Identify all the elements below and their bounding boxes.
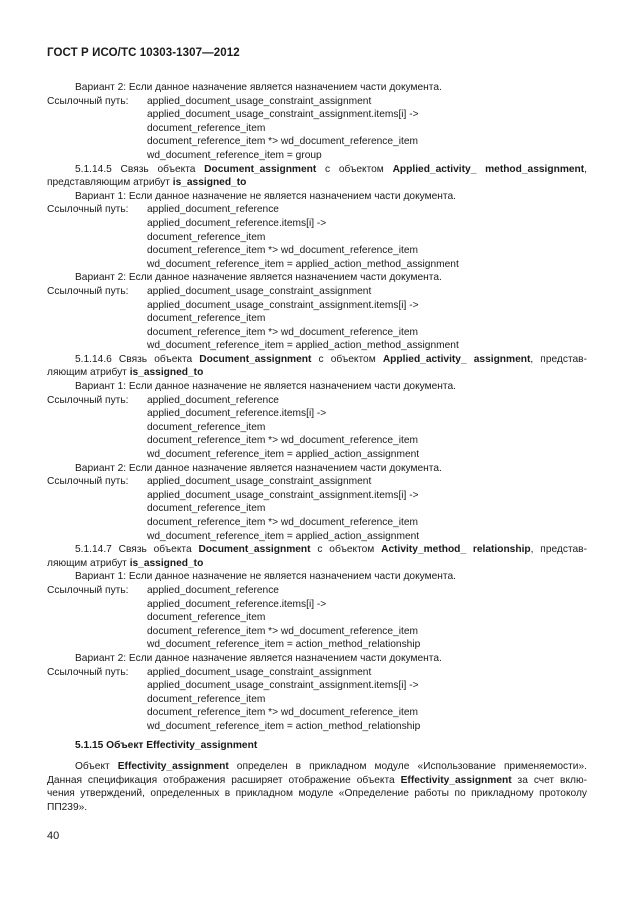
reference-path-value: document_reference_item (147, 421, 266, 433)
paragraph-line: ПП239». (47, 801, 88, 813)
reference-path-label: Ссылочный путь: (47, 204, 129, 216)
reference-path-label (47, 135, 147, 149)
document-body (47, 81, 587, 814)
reference-path-label (47, 706, 147, 720)
reference-path-row (47, 203, 587, 217)
reference-path-row (47, 502, 587, 516)
reference-path-row (47, 720, 587, 734)
reference-path-label (47, 693, 147, 707)
clause-text: с объектом (311, 353, 383, 365)
reference-path-value: applied_document_reference.items[i] -> (147, 598, 327, 610)
reference-path-label (47, 638, 147, 652)
reference-path-label: Ссылочный путь: (47, 285, 129, 297)
reference-path-row (47, 489, 587, 503)
clause-text: ляющим атрибут (47, 557, 130, 569)
reference-path-value: wd_document_reference_item = applied_action_method_assignment (147, 340, 459, 352)
reference-path-row (47, 217, 587, 231)
variant-line: Вариант 1: Если данное назначение не является назначением части документа. (75, 190, 456, 202)
reference-path-value: applied_document_usage_constraint_assignment.items[i] -> (147, 489, 419, 501)
clause-text: с объектом (316, 163, 393, 175)
reference-path-row (47, 584, 587, 598)
reference-path-label: Ссылочный путь: (47, 476, 129, 488)
variant-line: Вариант 2: Если данное назначение является назначением части документа. (75, 462, 442, 474)
reference-path-row (47, 598, 587, 612)
reference-path-value: document_reference_item *> wd_document_reference_item (147, 625, 418, 637)
paragraph-line (47, 760, 587, 774)
reference-path-value: wd_document_reference_item = action_method_relationship (147, 639, 421, 651)
reference-path-row (47, 666, 587, 680)
clause-continuation (47, 557, 587, 571)
reference-path-row (47, 149, 587, 163)
reference-path-row (47, 706, 587, 720)
variant-line: Вариант 1: Если данное назначение не является назначением части документа. (75, 381, 456, 393)
reference-path-value: applied_document_reference (147, 584, 279, 596)
reference-path-row (47, 299, 587, 313)
reference-path-value: applied_document_usage_constraint_assignment (147, 95, 372, 107)
clause-object: Document_assignment (204, 163, 317, 175)
reference-path-label (47, 598, 147, 612)
reference-path-value: document_reference_item *> wd_document_reference_item (147, 707, 418, 719)
paragraph-line: чения утверждений, определенных в прикладном модуле «Определение работы по прикладному протоколу (47, 788, 587, 800)
paragraph-text: Данная спецификация отображения расширяет отображение объекта (47, 774, 401, 786)
clause-heading (47, 163, 587, 177)
reference-path-value: applied_document_usage_constraint_assignment.items[i] -> (147, 680, 419, 692)
clause-text: , представ- (530, 544, 587, 556)
reference-path-label: Ссылочный путь: (47, 95, 129, 107)
reference-path-row (47, 475, 587, 489)
reference-path-value: document_reference_item (147, 313, 266, 325)
clause-text: ляющим атрибут (47, 367, 130, 379)
reference-path-row (47, 679, 587, 693)
reference-path-row (47, 434, 587, 448)
reference-path-label (47, 299, 147, 313)
clause-text: , представ- (530, 353, 587, 365)
reference-path-row (47, 530, 587, 544)
reference-path-label: Ссылочный путь: (47, 394, 129, 406)
clause-heading (47, 353, 587, 367)
clause-target: Applied_activity_ method_assignment (392, 163, 585, 175)
reference-path-value: wd_document_reference_item = group (147, 149, 322, 161)
reference-path-value: wd_document_reference_item = action_method_relationship (147, 720, 421, 732)
reference-path-label (47, 502, 147, 516)
section-title: 5.1.15 Объект Effectivity_assignment (75, 739, 258, 751)
reference-path-value: document_reference_item (147, 122, 266, 134)
reference-path-label (47, 122, 147, 136)
reference-path-value: applied_document_usage_constraint_assignment (147, 476, 372, 488)
clause-text: представляющим атрибут (47, 177, 173, 189)
reference-path-row (47, 244, 587, 258)
clause-target: Activity_method_ relationship (381, 544, 531, 556)
reference-path-label (47, 108, 147, 122)
reference-path-value: applied_document_usage_constraint_assignment (147, 285, 372, 297)
paragraph-object: Effectivity_assignment (400, 774, 512, 786)
clause-attribute: is_assigned_to (172, 177, 247, 189)
reference-path-row (47, 95, 587, 109)
reference-path-value: document_reference_item *> wd_document_reference_item (147, 245, 418, 257)
reference-path-value: document_reference_item (147, 693, 266, 705)
reference-path-value: document_reference_item (147, 231, 266, 243)
paragraph-text: определен в прикладном модуле «Использование применяемости». (228, 761, 587, 773)
reference-path-label (47, 679, 147, 693)
reference-path-row (47, 122, 587, 136)
reference-path-row (47, 421, 587, 435)
document-header: ГОСТ Р ИСО/ТС 10303-1307—2012 (47, 47, 240, 59)
reference-path-row (47, 339, 587, 353)
variant-line: Вариант 2: Если данное назначение является назначением части документа. (75, 272, 442, 284)
variant-line: Вариант 2: Если данное назначение является назначением части документа. (75, 82, 442, 93)
reference-path-value: document_reference_item *> wd_document_reference_item (147, 136, 418, 148)
reference-path-row (47, 394, 587, 408)
reference-path-label (47, 434, 147, 448)
reference-path-value: applied_document_reference.items[i] -> (147, 408, 327, 420)
reference-path-label (47, 530, 147, 544)
reference-path-value: applied_document_usage_constraint_assignment.items[i] -> (147, 109, 419, 121)
reference-path-row (47, 638, 587, 652)
reference-path-label (47, 258, 147, 272)
reference-path-label (47, 489, 147, 503)
reference-path-row (47, 407, 587, 421)
clause-number: 5.1.14.7 Связь объекта (75, 544, 199, 556)
reference-path-row (47, 625, 587, 639)
reference-path-label (47, 421, 147, 435)
reference-path-row (47, 312, 587, 326)
clause-target: Applied_activity_ assignment (382, 353, 531, 365)
paragraph-text: Объект (75, 761, 118, 773)
paragraph-line (47, 774, 587, 788)
variant-line: Вариант 2: Если данное назначение является назначением части документа. (75, 652, 442, 664)
reference-path-label (47, 339, 147, 353)
reference-path-row (47, 135, 587, 149)
clause-number: 5.1.14.6 Связь объекта (75, 353, 200, 365)
clause-attribute: is_assigned_to (129, 557, 204, 569)
clause-number: 5.1.14.5 Связь объекта (75, 163, 205, 175)
reference-path-value: applied_document_usage_constraint_assignment.items[i] -> (147, 299, 419, 311)
clause-text: , (584, 163, 587, 175)
reference-path-row (47, 108, 587, 122)
reference-path-value: wd_document_reference_item = applied_action_assignment (147, 530, 420, 542)
paragraph-text: за счет вклю- (511, 774, 587, 786)
reference-path-row (47, 516, 587, 530)
clause-heading (47, 543, 587, 557)
reference-path-label (47, 448, 147, 462)
clause-object: Document_assignment (199, 353, 312, 365)
reference-path-label (47, 217, 147, 231)
reference-path-value: document_reference_item *> wd_document_reference_item (147, 517, 418, 528)
clause-continuation (47, 176, 587, 190)
reference-path-row (47, 326, 587, 340)
reference-path-label (47, 611, 147, 625)
reference-path-value: applied_document_reference.items[i] -> (147, 217, 327, 229)
reference-path-row (47, 258, 587, 272)
reference-path-value: document_reference_item (147, 503, 266, 515)
reference-path-label (47, 149, 147, 163)
clause-attribute: is_assigned_to (129, 367, 204, 379)
paragraph-object: Effectivity_assignment (117, 761, 229, 773)
reference-path-row (47, 231, 587, 245)
reference-path-label (47, 625, 147, 639)
clause-continuation (47, 366, 587, 380)
reference-path-label (47, 312, 147, 326)
reference-path-label: Ссылочный путь: (47, 584, 129, 596)
reference-path-value: document_reference_item *> wd_document_reference_item (147, 326, 418, 338)
reference-path-row (47, 611, 587, 625)
clause-text: с объектом (310, 544, 382, 556)
reference-path-label (47, 516, 147, 530)
reference-path-value: applied_document_reference (147, 204, 279, 216)
reference-path-label (47, 244, 147, 258)
reference-path-value: document_reference_item *> wd_document_reference_item (147, 435, 418, 447)
reference-path-label (47, 231, 147, 245)
reference-path-label: Ссылочный путь: (47, 666, 129, 678)
reference-path-value: wd_document_reference_item = applied_action_method_assignment (147, 258, 459, 270)
clause-object: Document_assignment (198, 544, 311, 556)
page-number: 40 (47, 830, 60, 842)
reference-path-value: document_reference_item (147, 612, 266, 624)
reference-path-label (47, 720, 147, 734)
reference-path-value: applied_document_reference (147, 394, 279, 406)
reference-path-row (47, 693, 587, 707)
variant-line: Вариант 1: Если данное назначение не является назначением части документа. (75, 571, 456, 583)
reference-path-label (47, 407, 147, 421)
reference-path-value: wd_document_reference_item = applied_action_assignment (147, 449, 420, 461)
reference-path-label (47, 326, 147, 340)
reference-path-value: applied_document_usage_constraint_assignment (147, 666, 372, 678)
reference-path-row (47, 285, 587, 299)
reference-path-row (47, 448, 587, 462)
